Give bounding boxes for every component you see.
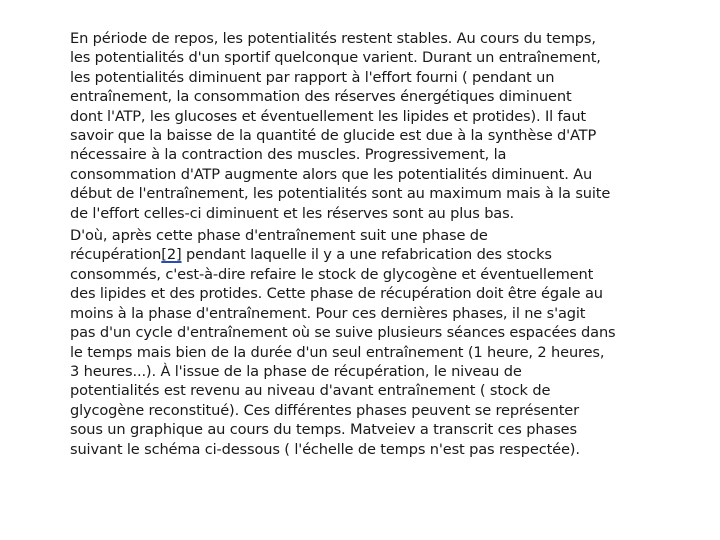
document-body: [70, 29, 700, 459]
text-line: D'où, après cette phase d'entraînement suit une phase de: [70, 227, 488, 245]
text-line: consommés, c'est-à-dire refaire le stock de glycogène et éventuellement: [70, 265, 594, 283]
text-segment: pendant laquelle il y a une refabrication des stocks: [181, 246, 552, 264]
text-line: nécessaire à la contraction des muscles. Progressivement, la: [70, 146, 507, 164]
footnote-reference-link[interactable]: [2]: [161, 246, 182, 264]
text-line-with-reference: [70, 245, 700, 264]
text-line: des lipides et des protides. Cette phase de récupération doit être égale au: [70, 285, 603, 303]
text-line: En période de repos, les potentialités restent stables. Au cours du temps,: [70, 30, 596, 47]
text-line: 3 heures...). À l'issue de la phase de récupération, le niveau de: [70, 362, 522, 380]
paragraph-recovery-phase: [70, 226, 700, 459]
text-line: pas d'un cycle d'entraînement où se suive plusieurs séances espacées dans: [70, 324, 616, 342]
text-segment: récupération: [70, 246, 162, 264]
text-line: les potentialités diminuent par rapport à l'effort fourni ( pendant un: [70, 68, 555, 86]
text-line: suivant le schéma ci-dessous ( l'échelle de temps n'est pas respectée).: [70, 440, 580, 458]
text-line: savoir que la baisse de la quantité de glucide est due à la synthèse d'ATP: [70, 127, 597, 145]
text-line: sous un graphique au cours du temps. Matveiev a transcrit ces phases: [70, 421, 577, 439]
text-line: début de l'entraînement, les potentialités sont au maximum mais à la suite: [70, 185, 611, 203]
text-line: glycogène reconstitué). Ces différentes phases peuvent se représenter: [70, 401, 579, 419]
text-line: dont l'ATP, les glucoses et éventuellement les lipides et protides). Il faut: [70, 107, 586, 125]
text-line: consommation d'ATP augmente alors que les potentialités diminuent. Au: [70, 165, 593, 183]
paragraph-rest-phase: [70, 29, 700, 223]
text-line: de l'effort celles-ci diminuent et les réserves sont au plus bas.: [70, 204, 515, 222]
text-line: entraînement, la consommation des réserves énergétiques diminuent: [70, 88, 572, 106]
text-line: les potentialités d'un sportif quelconque varient. Durant un entraînement,: [70, 49, 601, 67]
text-line: moins à la phase d'entraînement. Pour ces dernières phases, il ne s'agit: [70, 304, 586, 322]
text-line: le temps mais bien de la durée d'un seul entraînement (1 heure, 2 heures,: [70, 343, 605, 361]
text-line: potentialités est revenu au niveau d'avant entraînement ( stock de: [70, 382, 551, 400]
